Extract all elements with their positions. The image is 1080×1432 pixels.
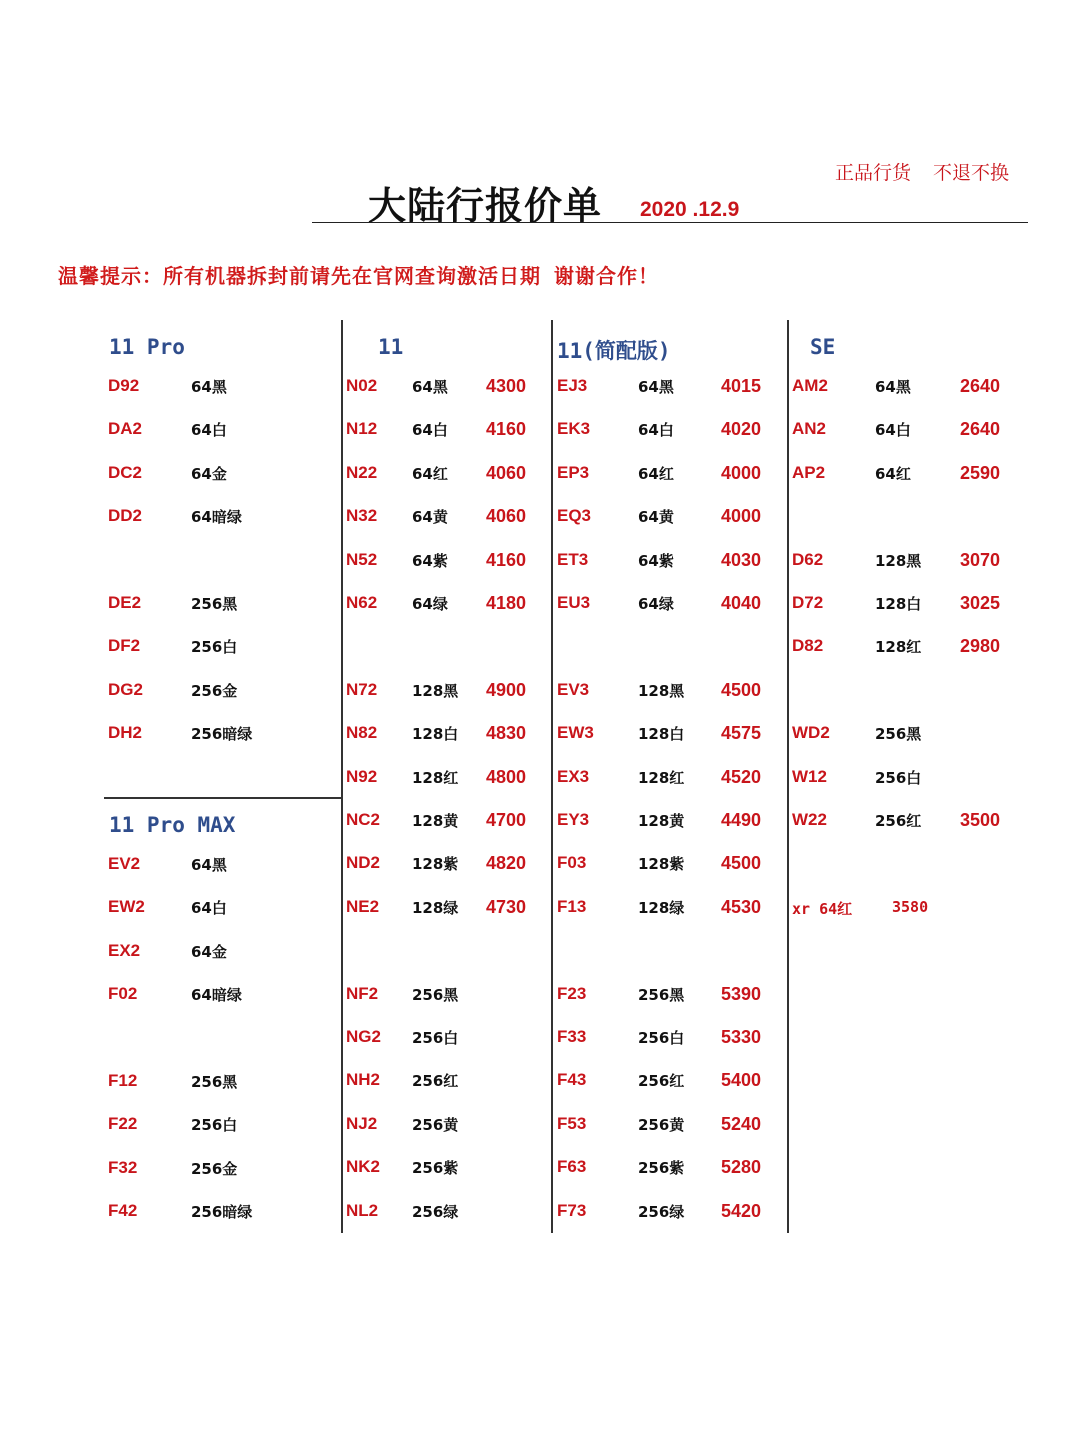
model-price: 2980	[960, 636, 1001, 657]
model-code: EK3	[557, 419, 591, 439]
slogan-no-return: 不退不换	[933, 162, 1010, 184]
model-price: 3500	[960, 810, 1001, 830]
model-spec: 64暗绿	[191, 508, 242, 527]
model-code: EX2	[108, 940, 141, 960]
model-spec: 128红	[412, 768, 459, 787]
model-code: EQ3	[557, 506, 592, 526]
model-price: 4015	[721, 376, 762, 396]
model-spec: 64黑	[191, 856, 227, 874]
model-price: 4000	[721, 462, 762, 483]
model-price: 2590	[960, 462, 1001, 483]
model-spec: 64绿	[638, 595, 674, 613]
model-code: NJ2	[346, 1113, 378, 1133]
model-spec: 256黄	[412, 1115, 459, 1134]
section-title-11-pro-max: 11 Pro MAX	[109, 813, 236, 837]
model-spec: 64紫	[412, 551, 448, 570]
model-price: 5240	[721, 1113, 762, 1134]
model-spec: 64黑	[638, 378, 674, 396]
model-code: N72	[346, 679, 378, 699]
model-code: F43	[557, 1070, 587, 1090]
model-code: F53	[557, 1113, 587, 1133]
model-spec: 128黑	[875, 551, 922, 570]
model-spec: 256白	[638, 1029, 685, 1047]
model-code: NK2	[346, 1157, 381, 1177]
model-spec: 64金	[191, 464, 227, 483]
model-spec: 128紫	[638, 855, 685, 874]
model-spec: 64白	[638, 421, 674, 440]
model-code: EW2	[108, 897, 145, 917]
model-spec: 256紫	[638, 1159, 685, 1178]
model-code: AM2	[792, 376, 828, 395]
section-title-11: 11	[378, 335, 404, 359]
model-spec: 64红	[875, 464, 911, 483]
model-code: EV2	[108, 854, 141, 873]
model-spec: 256黑	[875, 725, 922, 744]
model-code: NF2	[346, 983, 379, 1003]
model-code: N02	[346, 376, 378, 395]
model-code: N52	[346, 549, 378, 569]
model-spec: 128白	[412, 725, 459, 744]
model-spec: 256绿	[638, 1202, 685, 1221]
model-spec: 256白	[191, 638, 238, 657]
model-price: 4575	[721, 723, 762, 744]
model-code: F32	[108, 1157, 138, 1177]
model-code: DE2	[108, 593, 142, 612]
model-spec: 128黄	[638, 812, 685, 830]
model-spec: 256黑	[191, 595, 238, 613]
model-spec: 256金	[191, 1159, 238, 1178]
model-price: 4040	[721, 593, 762, 613]
model-spec: 64暗绿	[191, 986, 242, 1005]
model-spec: 128白	[638, 725, 685, 744]
model-code: D82	[792, 636, 824, 656]
model-code: N22	[346, 462, 378, 482]
model-code: DC2	[108, 462, 143, 482]
model-spec: 256黑	[412, 985, 459, 1004]
model-price: 4000	[721, 506, 762, 527]
model-code: EY3	[557, 810, 590, 829]
model-spec: 128黄	[412, 812, 459, 830]
column-divider	[551, 320, 553, 1233]
section-divider	[104, 797, 341, 799]
model-code: D92	[108, 376, 140, 395]
model-spec: 64紫	[638, 551, 674, 570]
page-title: 大陆行报价单	[368, 183, 603, 228]
model-code: W22	[792, 810, 827, 829]
model-code: DF2	[108, 636, 141, 656]
model-code: F23	[557, 983, 587, 1003]
model-code: F33	[557, 1027, 587, 1046]
model-code: EU3	[557, 593, 591, 612]
model-code: F42	[108, 1201, 138, 1221]
model-spec: 64绿	[412, 595, 448, 613]
model-code: DD2	[108, 506, 143, 526]
model-code: NG2	[346, 1027, 381, 1046]
model-spec: 256绿	[412, 1202, 459, 1221]
model-code: N82	[346, 723, 378, 743]
model-code: EW3	[557, 723, 594, 743]
model-spec: 128黑	[412, 681, 459, 700]
model-spec: 64红	[638, 464, 674, 483]
model-code: EJ3	[557, 376, 588, 395]
model-spec: 64金	[191, 942, 227, 961]
model-price: 5390	[721, 983, 762, 1004]
model-spec: 64白	[191, 421, 227, 440]
model-code: NC2	[346, 810, 381, 829]
model-spec: 256黑	[638, 985, 685, 1004]
model-spec: 64白	[412, 421, 448, 440]
model-spec: 128白	[875, 595, 922, 613]
model-spec: 64白	[875, 421, 911, 440]
model-spec: 256红	[875, 812, 922, 830]
model-code: N32	[346, 506, 378, 526]
model-code: EP3	[557, 462, 590, 482]
model-spec: 128绿	[638, 898, 685, 917]
model-price: 4800	[486, 766, 527, 787]
model-spec: 256黄	[638, 1115, 685, 1134]
model-price: 4060	[486, 462, 527, 483]
model-spec: 64黄	[638, 508, 674, 527]
model-price: 4500	[721, 853, 762, 874]
model-spec: 64黑	[191, 378, 227, 396]
model-code: W12	[792, 766, 827, 786]
model-code: NH2	[346, 1070, 381, 1090]
model-spec: 256黑	[191, 1073, 238, 1091]
slogan	[835, 158, 1031, 185]
model-price: 4900	[486, 679, 527, 700]
model-code: ND2	[346, 853, 381, 873]
model-price: 5420	[721, 1200, 762, 1221]
model-code: ET3	[557, 549, 589, 569]
model-price: 4530	[721, 896, 762, 917]
model-code: N92	[346, 766, 378, 786]
model-price: 5330	[721, 1027, 762, 1047]
section-title-se: SE	[810, 335, 836, 359]
model-code: D62	[792, 549, 824, 569]
model-code: NE2	[346, 896, 380, 916]
model-price: 3025	[960, 593, 1001, 613]
model-code: F22	[108, 1114, 138, 1134]
model-spec: 64黑	[875, 378, 911, 396]
column-divider	[341, 320, 343, 1233]
model-spec: 256白	[412, 1029, 459, 1047]
model-spec: 256白	[875, 768, 922, 787]
title-underline	[312, 222, 1028, 223]
model-code: F13	[557, 896, 587, 916]
model-spec: 64白	[191, 899, 227, 918]
model-code: F03	[557, 853, 587, 873]
model-code: DA2	[108, 419, 143, 439]
model-price: 2640	[960, 376, 1001, 396]
model-code: EX3	[557, 766, 590, 786]
model-code: F63	[557, 1157, 587, 1177]
model-spec: 256暗绿	[191, 725, 253, 744]
model-spec: 256紫	[412, 1159, 459, 1178]
model-code: N62	[346, 593, 378, 612]
model-price: 4300	[486, 376, 527, 396]
model-price: 4180	[486, 593, 527, 613]
section-title-11-simple: 11(简配版)	[557, 339, 671, 363]
model-spec: 256红	[412, 1072, 459, 1091]
model-price: 4020	[721, 419, 762, 440]
model-code: AN2	[792, 419, 827, 439]
model-price: 4820	[486, 853, 527, 874]
quote-date: 2020 .12.9	[640, 198, 740, 221]
xr-label: xr 64红	[792, 900, 853, 918]
model-price: 4700	[486, 810, 527, 830]
column-divider	[787, 320, 789, 1233]
model-code: WD2	[792, 723, 830, 743]
model-spec: 256白	[191, 1116, 238, 1135]
model-price: 4730	[486, 896, 527, 917]
model-spec: 64红	[412, 464, 448, 483]
model-spec: 256红	[638, 1072, 685, 1091]
model-price: 4490	[721, 810, 762, 830]
model-code: EV3	[557, 679, 590, 699]
model-code: NL2	[346, 1200, 379, 1220]
model-price: 4160	[486, 549, 527, 570]
model-price: 5400	[721, 1070, 762, 1091]
model-price: 4160	[486, 419, 527, 440]
model-code: DH2	[108, 723, 143, 743]
model-price: 3070	[960, 549, 1001, 570]
model-spec: 128黑	[638, 681, 685, 700]
model-spec: 256金	[191, 681, 238, 700]
notice-text: 温馨提示：所有机器拆封前请先在官网查询激活日期 谢谢合作！	[58, 264, 660, 288]
model-code: N12	[346, 419, 378, 439]
model-price: 4830	[486, 723, 527, 744]
model-code: DG2	[108, 679, 143, 699]
model-price: 4500	[721, 679, 762, 700]
model-spec: 128红	[875, 638, 922, 657]
model-spec: 128红	[638, 768, 685, 787]
model-price: 4060	[486, 506, 527, 527]
model-code: AP2	[792, 462, 826, 482]
model-spec: 64黑	[412, 378, 448, 396]
model-code: F73	[557, 1200, 587, 1220]
model-code: F12	[108, 1071, 138, 1090]
model-spec: 64黄	[412, 508, 448, 527]
model-price: 5280	[721, 1157, 762, 1178]
model-code: D72	[792, 593, 824, 612]
model-spec: 128紫	[412, 855, 459, 874]
model-code: F02	[108, 984, 138, 1004]
model-spec: 128绿	[412, 898, 459, 917]
slogan-genuine: 正品行货	[835, 162, 912, 184]
section-title-11-pro: 11 Pro	[109, 335, 185, 359]
model-spec: 256暗绿	[191, 1203, 253, 1222]
model-price: 4520	[721, 766, 762, 787]
model-price: 4030	[721, 549, 762, 570]
xr-price: 3580	[892, 898, 929, 916]
model-price: 2640	[960, 419, 1001, 440]
